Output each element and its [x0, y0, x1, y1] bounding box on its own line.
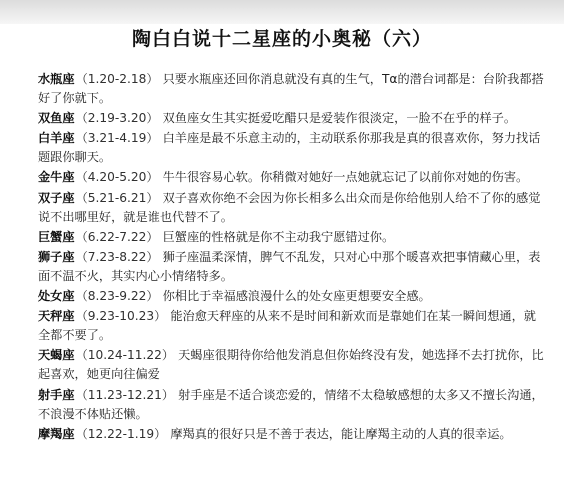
entry-aquarius: [38, 70, 548, 108]
date-range: （11.23-12.21）: [75, 387, 175, 402]
sign-name: 天秤座: [38, 309, 75, 324]
entry-text: 你相比于幸福感浪漫什么的处女座更想要安全感。: [162, 289, 431, 304]
entry-cancer: [38, 228, 548, 247]
entry-text: 能治愈天秤座的从来不是时间和新欢而是靠她们在某一瞬间想通，就全都不要了。: [38, 309, 536, 343]
entry-text: 摩羯真的很好只是不善于表达，能让摩羯主动的人真的很幸运。: [170, 426, 512, 441]
date-range: （9.23-10.23）: [75, 309, 167, 324]
entry-text: 牛牛很容易心软。你稍微对她好一点她就忘记了以前你对她的伤害。: [162, 170, 529, 185]
entry-pisces: [38, 109, 548, 128]
entry-text: 白羊座是最不乐意主动的，主动联系你那我是真的很喜欢你，努力找话题跟你聊天。: [38, 131, 541, 165]
date-range: （8.23-9.22）: [75, 289, 159, 304]
entry-text: 射手座是不适合谈恋爱的，情绪不太稳敏感想的太多又不擅长沟通，不浪漫不体贴还懒。: [38, 387, 544, 421]
date-range: （4.20-5.20）: [75, 170, 159, 185]
date-range: （10.24-11.22）: [75, 348, 175, 363]
entry-text: 天蝎座很期待你给他发消息但你始终没有发，她选择不去打扰你，比起喜欢，她更向往偏爱: [38, 348, 544, 382]
horoscope-list: [38, 70, 548, 445]
date-range: （2.19-3.20）: [75, 111, 159, 126]
date-range: （12.22-1.19）: [75, 426, 167, 441]
entry-capricorn: [38, 425, 548, 444]
sign-name: 金牛座: [38, 170, 75, 185]
sign-name: 天蝎座: [38, 348, 75, 363]
entry-text: 巨蟹座的性格就是你不主动我宁愿错过你。: [162, 229, 395, 244]
sign-name: 射手座: [38, 387, 75, 402]
entry-text: 双鱼座女生其实挺爱吃醋只是爱装作很淡定，一脸不在乎的样子。: [162, 111, 517, 126]
sign-name: 双子座: [38, 190, 75, 205]
sign-name: 处女座: [38, 289, 75, 304]
date-range: （3.21-4.19）: [75, 131, 159, 146]
entry-text: 双子喜欢你绝不会因为你长相多么出众而是你给他别人给不了你的感觉说不出哪里好，就是谁也代替不了。: [38, 190, 541, 224]
entry-gemini: [38, 189, 548, 227]
entry-taurus: [38, 168, 548, 187]
date-range: （5.21-6.21）: [75, 190, 159, 205]
sign-name: 双鱼座: [38, 111, 75, 126]
date-range: （1.20-2.18）: [75, 72, 159, 86]
date-range: （7.23-8.22）: [75, 249, 159, 264]
sign-name: 巨蟹座: [38, 229, 75, 244]
entry-scorpio: [38, 346, 548, 384]
sign-name: 白羊座: [38, 131, 75, 146]
entry-text: 狮子座温柔深情，脾气不乱发，只对心中那个暖喜欢把事情藏心里，表面不温不火，其实内心小情绪特多。: [38, 249, 541, 283]
entry-libra: [38, 307, 548, 345]
entry-aries: [38, 129, 548, 167]
entry-leo: [38, 248, 548, 286]
entry-virgo: [38, 287, 548, 306]
sign-name: 狮子座: [38, 249, 75, 264]
top-shadow-band: [0, 0, 564, 24]
entry-sagittarius: [38, 386, 548, 424]
sign-name: 摩羯座: [38, 426, 75, 441]
date-range: （6.22-7.22）: [75, 229, 159, 244]
sign-name: 水瓶座: [38, 72, 75, 86]
entry-text: 只要水瓶座还回你消息就没有真的生气，Tα的潜台词都是：台阶我都搭好了你就下。: [38, 72, 544, 106]
page-title: 陶白白说十二星座的小奥秘（六）: [131, 28, 432, 50]
